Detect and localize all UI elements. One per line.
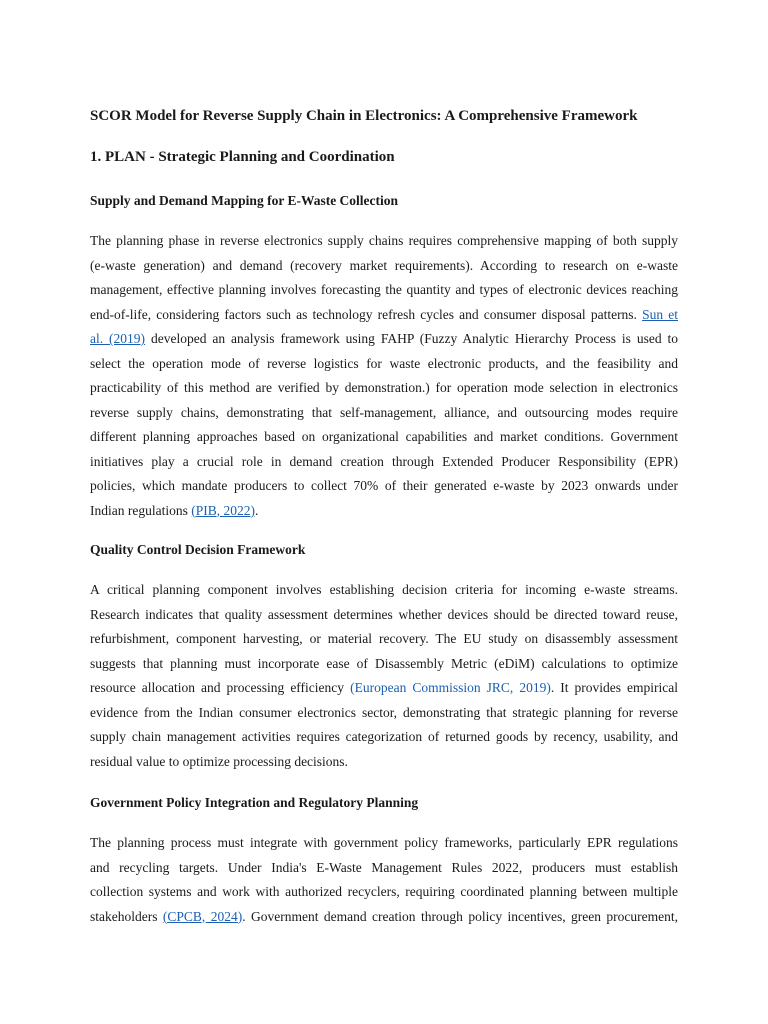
paragraph-line: reverse supply chains, demonstrating that self-management, alliance, and outsourcing modes require: [90, 404, 678, 420]
citation-cpcb-link[interactable]: (CPCB, 2024): [162, 908, 243, 924]
subsection-heading-supply-demand: Supply and Demand Mapping for E-Waste Collection: [90, 193, 399, 208]
paragraph-line: (e-waste generation) and demand (recovery market requirements). According to research on e-waste: [90, 257, 678, 273]
paragraph-text: stakeholders: [90, 908, 158, 924]
paragraph-text: developed an analysis framework using FAHP (Fuzzy Analytic Hierarchy Process is used to: [150, 331, 679, 346]
paragraph-line: [90, 676, 678, 701]
subsection-heading-quality-control: Quality Control Decision Framework: [90, 542, 306, 557]
paragraph-line: practicability of this method are verified by demonstration.) for operation mode selection in electronics: [90, 380, 678, 395]
paragraph-line: initiatives play a crucial role in demand creation through Extended Producer Responsibility (EPR): [90, 453, 678, 469]
paragraph-line: evidence from the Indian consumer electronics sector, demonstrating that strategic planning for reverse: [90, 704, 678, 720]
paragraph-line: The planning process must integrate with government policy frameworks, particularly EPR regulations: [90, 835, 678, 850]
paragraph-line: [90, 303, 678, 328]
paragraph-line: residual value to optimize processing decisions.: [90, 753, 348, 769]
paragraph-line: [90, 327, 678, 352]
paragraph-text: end-of-life, considering factors such as technology refresh cycles and consumer disposal patterns.: [90, 306, 637, 322]
citation-sun-link[interactable]: Sun et: [642, 306, 678, 322]
paragraph-line: Research indicates that quality assessment determines whether devices should be directed toward reuse,: [90, 606, 678, 622]
paragraph-line: The planning phase in reverse electronics supply chains requires comprehensive mapping of both supply: [90, 233, 678, 248]
paragraph-line: supply chain management activities requires categorization of returned goods by recency, usability, and: [90, 729, 678, 744]
paragraph-line: suggests that planning must incorporate ease of Disassembly Metric (eDiM) calculations to optimize: [90, 655, 678, 671]
paragraph-text: .: [254, 502, 259, 518]
citation-pib-link[interactable]: (PIB, 2022): [191, 502, 255, 518]
paragraph-line: and recycling targets. Under India's E-Waste Management Rules 2022, producers must establish: [90, 859, 678, 875]
subsection-heading-government-policy: Government Policy Integration and Regulatory Planning: [90, 795, 419, 810]
document-title: SCOR Model for Reverse Supply Chain in Electronics: A Comprehensive Framework: [90, 108, 638, 124]
paragraph-line: [90, 499, 678, 524]
paragraph-line: management, effective planning involves forecasting the quantity and types of electronic devices reaching: [90, 282, 678, 297]
citation-sun-link-continued[interactable]: al. (2019): [90, 331, 146, 346]
section-heading-plan: 1. PLAN - Strategic Planning and Coordination: [90, 149, 395, 165]
citation-jrc[interactable]: (European Commission JRC, 2019): [350, 680, 551, 695]
paragraph-line: different planning approaches based on organizational capabilities and market conditions. Government: [90, 429, 678, 444]
paragraph-text: resource allocation and processing efficiency: [90, 680, 345, 695]
paragraph-line: select the operation mode of reverse logistics for waste electronic products, and the feasibility and: [90, 355, 678, 371]
paragraph-line: refurbishment, component harvesting, or material recovery. The EU study on disassembly assessment: [90, 631, 678, 646]
paragraph-government-policy: [90, 831, 678, 929]
paragraph-line: A critical planning component involves establishing decision criteria for incoming e-waste streams.: [90, 582, 678, 597]
paragraph-quality-control: [90, 578, 678, 774]
paragraph-line: collection systems and work with authorized recyclers, requiring coordinated planning between multiple: [90, 884, 678, 899]
paragraph-line: policies, which mandate producers to collect 70% of their generated e-waste by 2023 onwards under: [90, 478, 678, 493]
paragraph-text: . It provides empirical: [550, 680, 679, 695]
paragraph-text: . Government demand creation through policy incentives, green procurement,: [242, 908, 679, 924]
paragraph-line: [90, 905, 678, 930]
paragraph-text: Indian regulations: [90, 502, 188, 518]
paragraph-supply-demand: [90, 229, 678, 523]
